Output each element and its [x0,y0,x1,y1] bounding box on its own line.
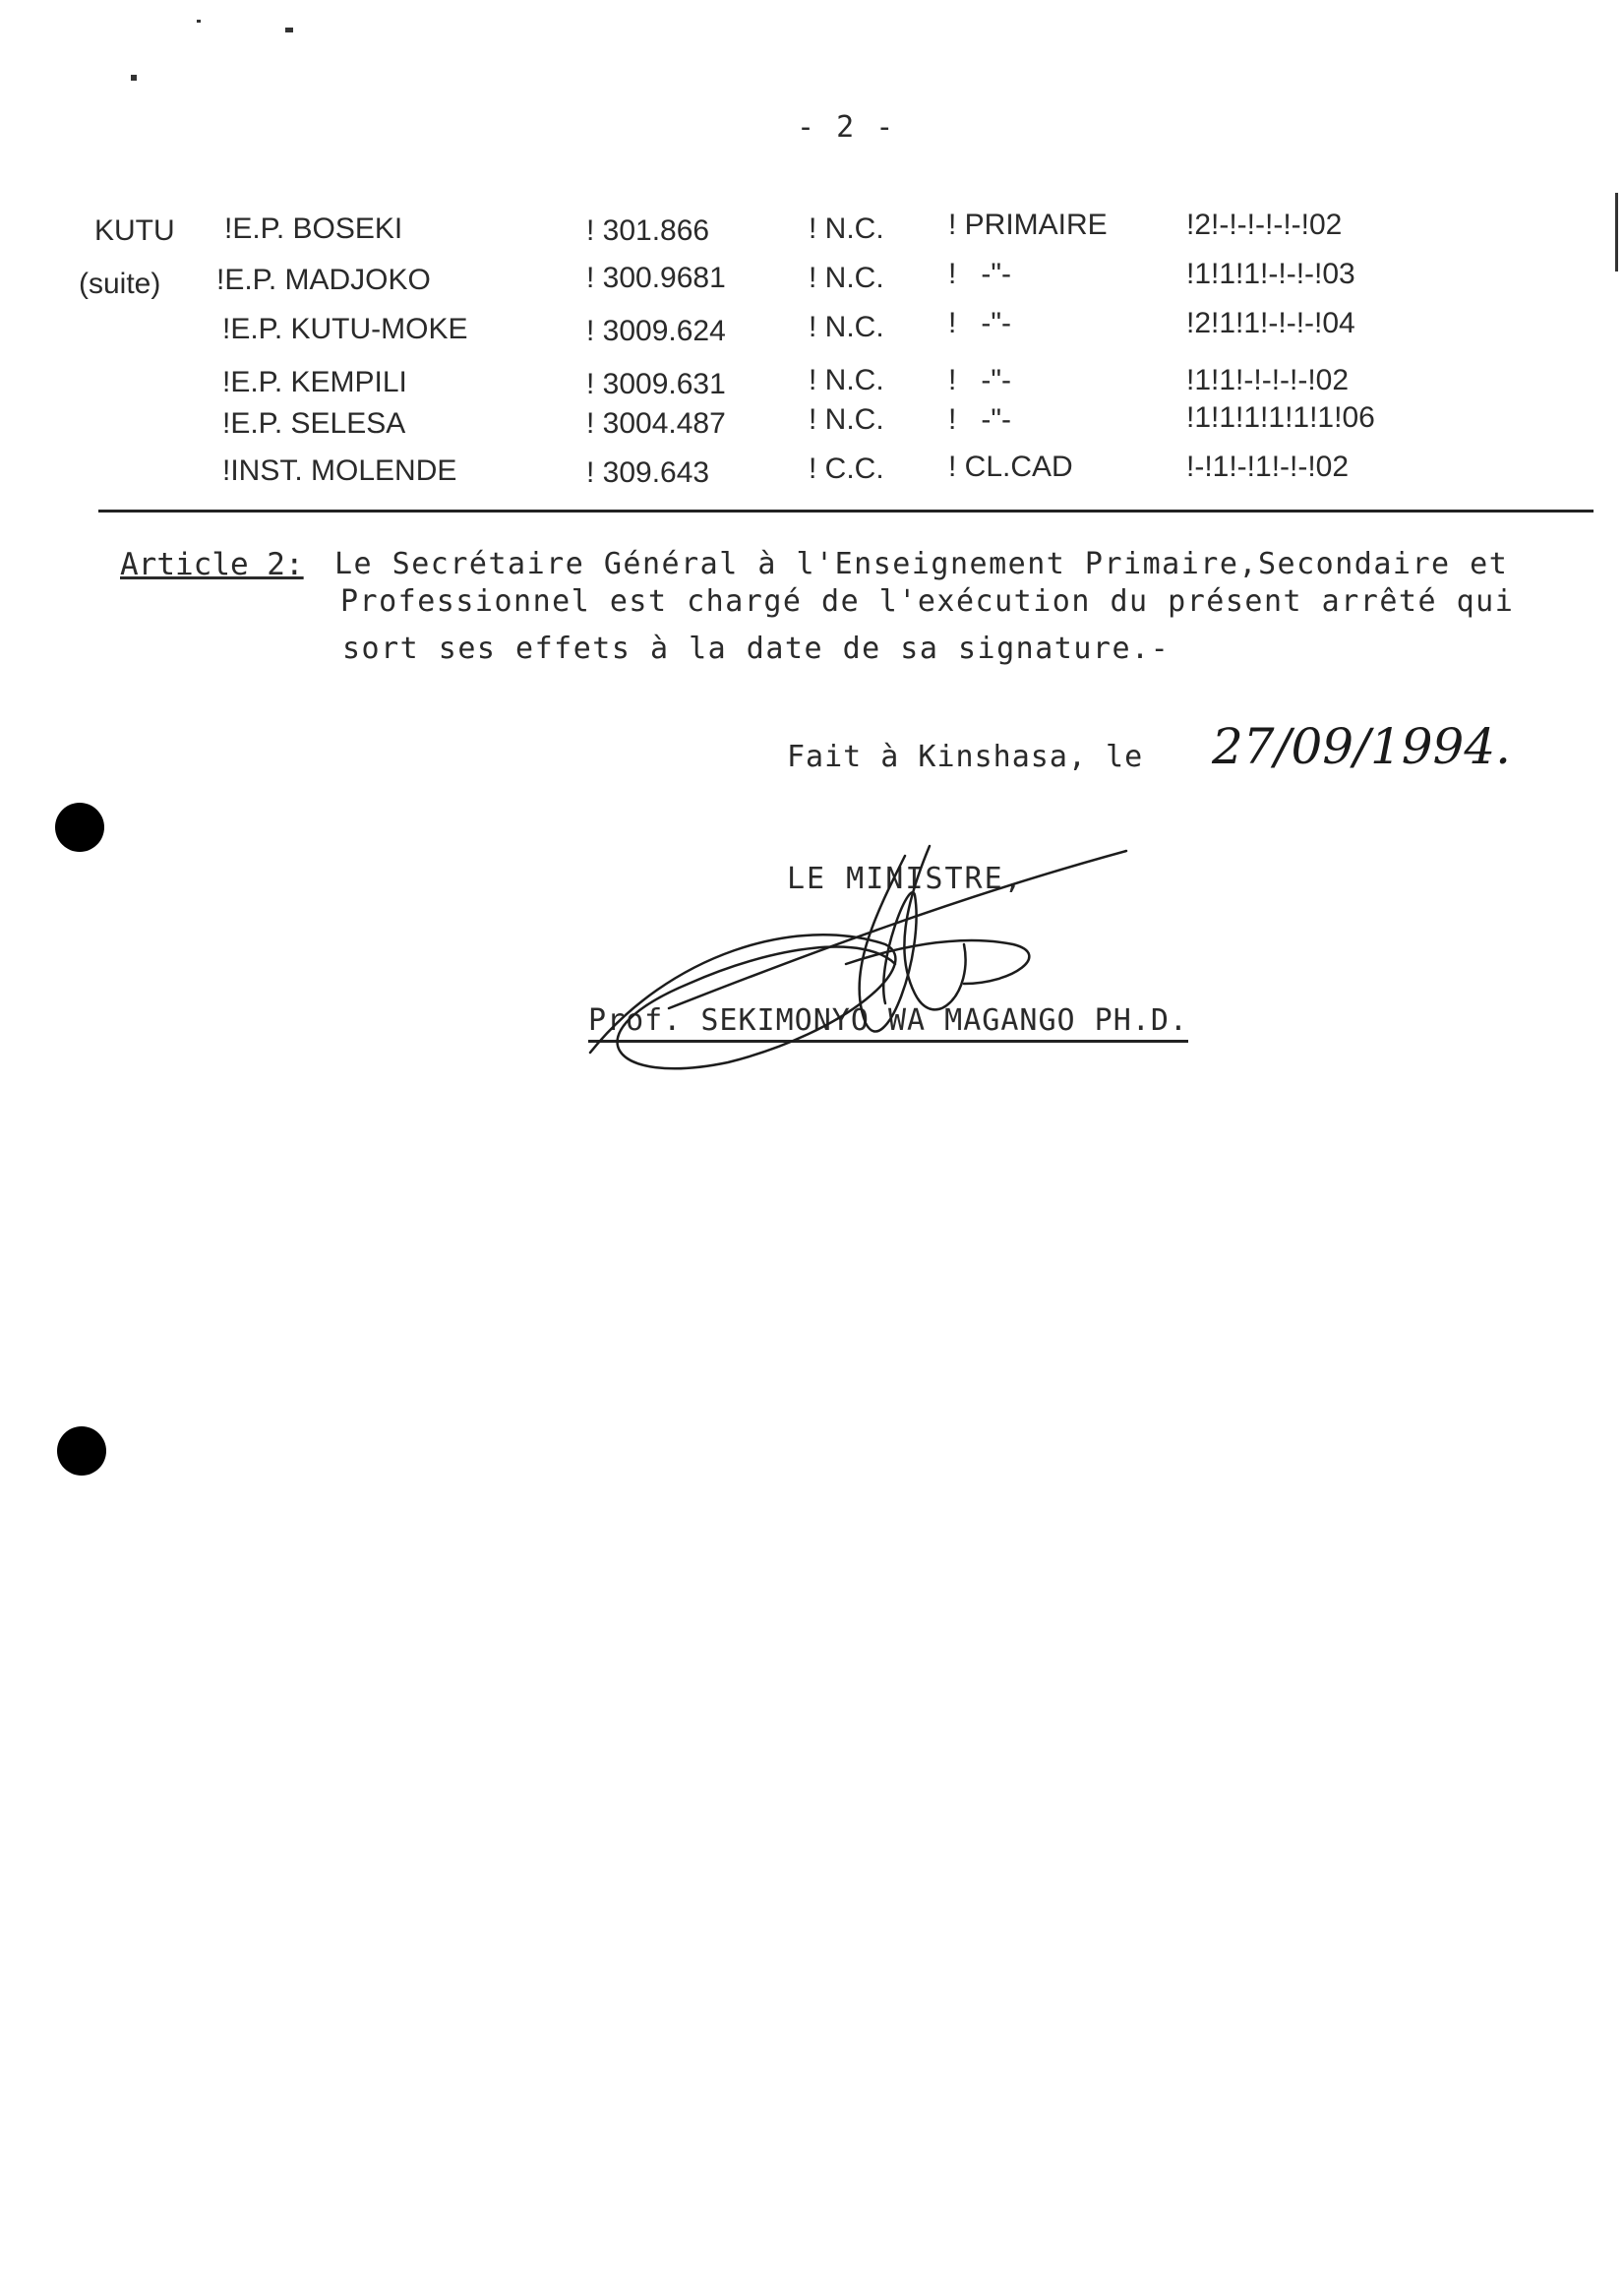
table-counts: !2!-!-!-!-!-!02 [1186,209,1343,241]
table-region: KUTU [94,214,175,247]
table-school: !E.P. BOSEKI [224,212,403,245]
article-label: Article 2: [120,547,304,582]
table-code: ! 3009.624 [586,315,726,347]
article-line: Professionnel est chargé de l'exécution du présent arrêté qui [340,584,1515,619]
table-school: !E.P. SELESA [222,407,406,440]
handwritten-date: 27/09/1994. [1212,718,1512,775]
table-type: ! -"- [948,403,1011,436]
table-region: (suite) [79,268,161,300]
table-status: ! C.C. [809,453,884,485]
table-type: ! PRIMAIRE [948,209,1108,241]
table-status: ! N.C. [809,262,884,294]
punch-hole-bottom [57,1426,106,1476]
table-counts: !2!1!1!-!-!-!04 [1186,307,1355,339]
scan-speck [1615,193,1618,272]
table-status: ! N.C. [809,212,884,245]
table-code: ! 309.643 [586,456,710,489]
table-status: ! N.C. [809,403,884,436]
table-school: !E.P. KUTU-MOKE [222,313,468,345]
minister-name: Prof. SEKIMONYO WA MAGANGO PH.D. [588,1003,1188,1043]
scan-speck [131,75,137,81]
table-type: ! CL.CAD [948,451,1073,483]
page-number: - 2 - [797,110,896,145]
table-status: ! N.C. [809,311,884,343]
table-school: !INST. MOLENDE [222,454,457,487]
scan-speck [197,20,201,23]
table-code: ! 3009.631 [586,368,726,400]
table-rule [98,510,1594,513]
scan-speck [285,28,293,32]
minister-title: LE MINISTRE, [787,862,1024,896]
table-code: ! 300.9681 [586,262,726,294]
table-counts: !1!1!1!1!1!1!06 [1186,401,1375,434]
table-counts: !1!1!1!-!-!-!03 [1186,258,1355,290]
table-code: ! 3004.487 [586,407,726,440]
table-status: ! N.C. [809,364,884,396]
table-type: ! -"- [948,307,1011,339]
table-type: ! -"- [948,258,1011,290]
article-line: Le Secrétaire Général à l'Enseignement Primaire,Secondaire et [334,547,1509,581]
table-school: !E.P. KEMPILI [222,366,407,398]
table-type: ! -"- [948,364,1011,396]
table-counts: !1!1!-!-!-!-!02 [1186,364,1350,396]
article-line: sort ses effets à la date de sa signature.- [342,632,1171,666]
table-counts: !-!1!-!1!-!-!02 [1186,451,1350,483]
handwritten-signature [551,836,1141,1092]
table-school: !E.P. MADJOKO [216,264,431,296]
table-code: ! 301.866 [586,214,710,247]
punch-hole-top [55,803,104,852]
place-date-line: Fait à Kinshasa, le [787,740,1144,774]
